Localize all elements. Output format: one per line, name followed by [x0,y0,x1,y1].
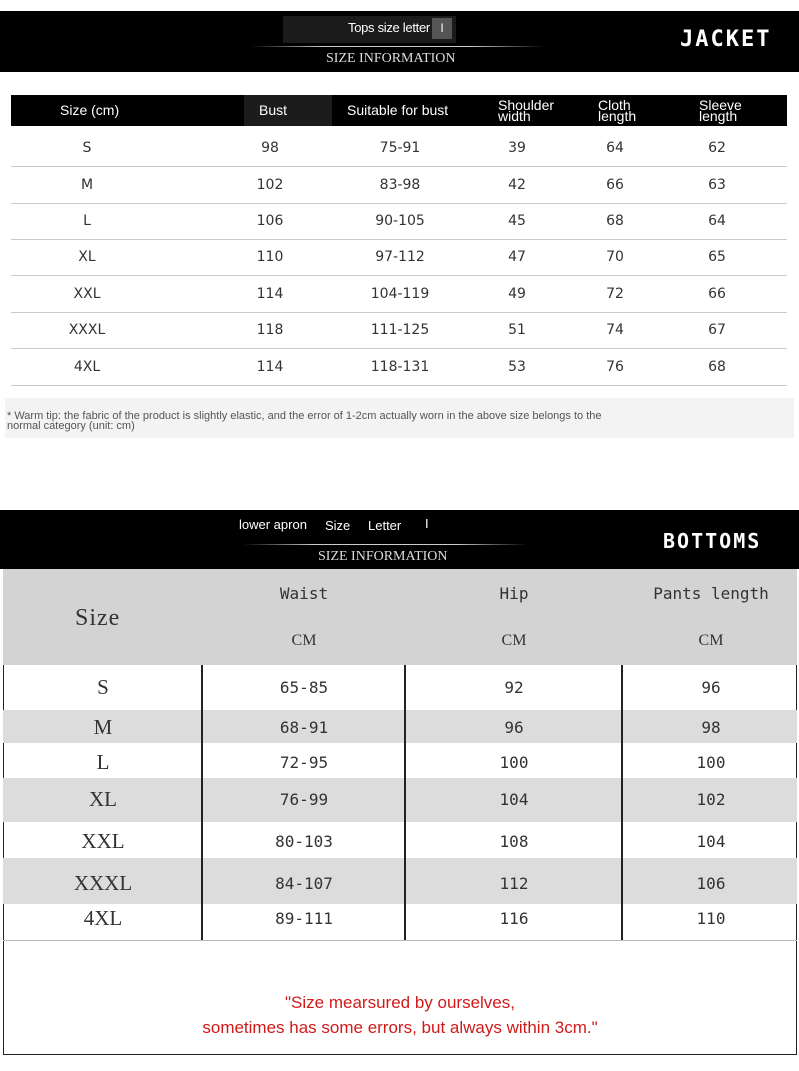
bottoms-table-bottom-rule [3,940,797,941]
jacket-size-information: SIZE INFORMATION [326,51,456,66]
bottoms-cell-size: S [97,675,109,699]
bottoms-size-heading: Size [75,605,121,631]
bottoms-cell-waist: 76-99 [279,790,329,809]
tops-cell-cloth-length: 76 [606,359,624,375]
tops-cell-cloth-length: 68 [606,213,624,229]
tops-cell-cloth-length: 64 [606,140,624,156]
tops-cell-bust: 114 [256,286,284,302]
bottoms-letter-title-c: Letter [368,518,402,533]
bottoms-cell-pants-length: 110 [696,909,726,928]
bottoms-table-header [3,569,797,665]
tops-cell-cloth-length: 70 [606,249,624,265]
table-row [3,858,797,904]
measurement-note [3,990,797,1040]
tops-cell-shoulder-width: 49 [508,286,526,302]
tops-col-size: Size (cm) [60,102,120,118]
bottoms-divider-3 [621,665,623,941]
table-row [11,168,787,204]
bottoms-col-waist: Waist [279,584,329,603]
table-row [3,743,797,778]
bottoms-cell-waist: 80-103 [275,832,333,851]
tops-col-sleeve-length: Sleeve length [699,97,742,124]
tops-cell-shoulder-width: 42 [508,177,526,193]
tops-cell-sleeve-length: 65 [708,249,726,265]
tops-cell-suitable-bust: 111-125 [370,322,430,338]
bottoms-cell-pants-length: 98 [701,718,721,737]
jacket-header [0,11,799,72]
tops-col-cloth-length: Cloth length [598,97,637,124]
tops-cell-size: XXL [73,286,101,302]
bottoms-cell-pants-length: 100 [696,753,726,772]
tops-cell-suitable-bust: 104-119 [370,286,430,302]
bottoms-cell-hip: 104 [499,790,529,809]
tops-cell-sleeve-length: 62 [708,140,726,156]
bottoms-cell-waist: 68-91 [279,718,329,737]
bottoms-cell-waist: 72-95 [279,753,329,772]
bottoms-cell-pants-length: 104 [696,832,726,851]
tops-cell-cloth-length: 74 [606,322,624,338]
bottoms-header [0,510,799,569]
tops-cell-suitable-bust: 90-105 [375,213,425,229]
tops-cell-cloth-length: 72 [606,286,624,302]
bottoms-cell-size: XXL [81,829,125,853]
tops-cell-sleeve-length: 68 [708,359,726,375]
bottoms-unit-hip: CM [501,632,527,649]
bottoms-letter-mark: I [425,516,429,531]
bottoms-cell-size: XXXL [73,871,133,895]
jacket-letter-title: Tops size letter [348,20,430,35]
bottoms-cell-hip: 92 [504,678,524,697]
bottoms-cell-waist: 65-85 [279,678,329,697]
tops-cell-bust: 110 [256,249,284,265]
table-row [3,778,797,822]
table-row [3,665,797,710]
tops-cell-shoulder-width: 51 [508,322,526,338]
tops-cell-bust: 114 [256,359,284,375]
tops-cell-size: S [82,140,92,156]
tops-cell-shoulder-width: 45 [508,213,526,229]
bottoms-header-rule [243,544,528,545]
table-row [11,313,787,349]
warm-tip-line1: * Warm tip: the fabric of the product is slightly elastic, and the error of 1-2cm actually worn in the above size belongs to the [7,410,602,422]
bottoms-unit-pants-length: CM [698,632,724,649]
bottoms-cell-waist: 84-107 [275,874,333,893]
bottoms-unit-waist: CM [291,632,317,649]
tops-cell-shoulder-width: 39 [508,140,526,156]
bottoms-cell-hip: 100 [499,753,529,772]
bottoms-divider-1 [201,665,203,941]
bottoms-size-information: SIZE INFORMATION [318,549,448,564]
tops-cell-size: M [80,177,94,193]
table-row [11,277,787,313]
table-row [11,204,787,240]
tops-cell-size: XXXL [68,322,106,338]
tops-cell-size: L [83,213,91,229]
tops-cell-suitable-bust: 83-98 [379,177,421,193]
bottoms-letter-title-b: Size [325,518,351,533]
tops-cell-suitable-bust: 97-112 [375,249,425,265]
tops-cell-sleeve-length: 64 [708,213,726,229]
jacket-header-rule [250,46,545,47]
tops-cell-sleeve-length: 67 [708,322,726,338]
bottoms-cell-pants-length: 96 [701,678,721,697]
tops-col-shoulder-width: Shoulder width [498,97,555,124]
jacket-letter-mark: I [432,18,452,39]
bottoms-col-hip: Hip [499,584,529,603]
measurement-note-line1: "Size mearsured by ourselves, [285,993,515,1012]
bottoms-cell-hip: 112 [499,874,529,893]
measurement-note-line2: sometimes has some errors, but always within 3cm." [202,1018,598,1037]
tops-cell-size: 4XL [73,359,101,375]
table-row [11,350,787,386]
table-row [3,822,797,858]
tops-cell-size: XL [78,249,96,265]
table-row [11,131,787,167]
jacket-label: JACKET [680,27,772,52]
bottoms-cell-hip: 96 [504,718,524,737]
tops-cell-bust: 118 [256,322,284,338]
tops-cell-shoulder-width: 47 [508,249,526,265]
table-row [3,904,797,940]
bottoms-cell-size: 4XL [83,906,123,930]
tops-cell-bust: 102 [256,177,284,193]
bottoms-cell-size: M [93,715,113,739]
bottoms-cell-size: L [96,750,110,774]
bottoms-cell-size: XL [89,787,117,811]
tops-col-bust: Bust [259,102,288,118]
bottoms-letter-title-a: lower apron [239,517,307,532]
tops-cell-suitable-bust: 75-91 [379,140,421,156]
tops-header-shade [244,95,332,126]
tops-col-suitable-bust: Suitable for bust [347,102,449,118]
bottoms-cell-pants-length: 102 [696,790,726,809]
bottoms-label: BOTTOMS [663,529,762,553]
warm-tip-line2: normal category (unit: cm) [7,420,135,432]
table-row [3,710,797,743]
tops-cell-bust: 106 [256,213,284,229]
tops-cell-sleeve-length: 66 [708,286,726,302]
bottoms-cell-hip: 116 [499,909,529,928]
tops-cell-bust: 98 [261,140,279,156]
tops-cell-suitable-bust: 118-131 [370,359,430,375]
table-row [11,240,787,276]
tops-cell-cloth-length: 66 [606,177,624,193]
bottoms-cell-hip: 108 [499,832,529,851]
bottoms-cell-pants-length: 106 [696,874,726,893]
bottoms-cell-waist: 89-111 [275,909,333,928]
warm-tip [5,398,794,438]
tops-cell-sleeve-length: 63 [708,177,726,193]
bottoms-col-pants-length: Pants length [653,584,769,603]
tops-cell-shoulder-width: 53 [508,359,526,375]
bottoms-divider-2 [404,665,406,941]
tops-table-header [11,95,787,126]
